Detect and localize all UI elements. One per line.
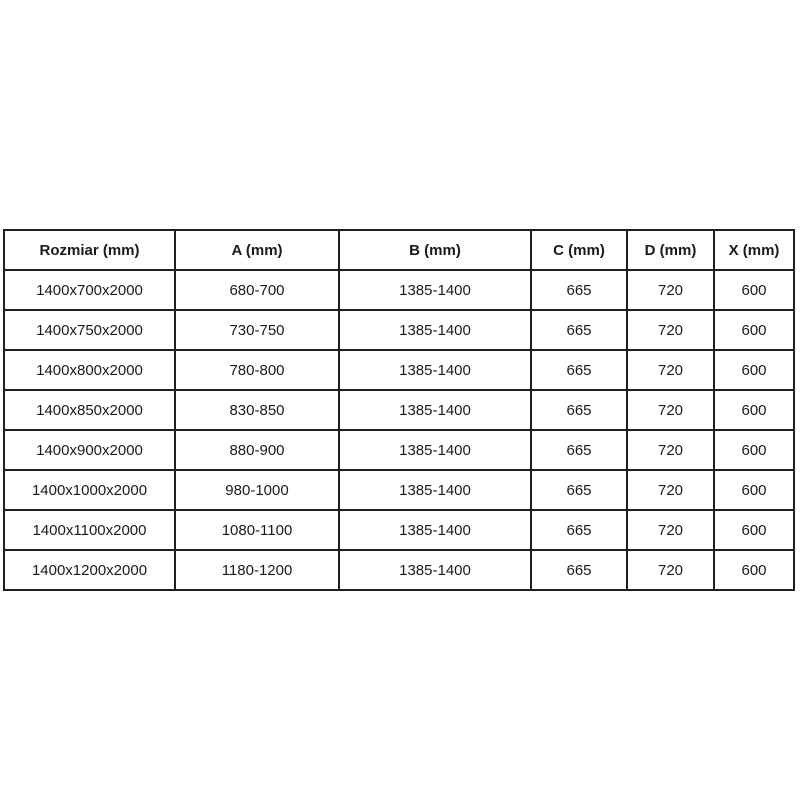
table-cell-a: 1080-1100 <box>175 510 339 550</box>
table-cell-c: 665 <box>531 470 627 510</box>
table-cell-b: 1385-1400 <box>339 430 531 470</box>
table-body <box>4 270 794 590</box>
table-cell-rozmiar: 1400x900x2000 <box>4 430 175 470</box>
table-cell-c: 665 <box>531 270 627 310</box>
table-cell-rozmiar: 1400x800x2000 <box>4 350 175 390</box>
table-cell-b: 1385-1400 <box>339 550 531 590</box>
table-cell-c: 665 <box>531 430 627 470</box>
table-row <box>4 390 794 430</box>
table-cell-x: 600 <box>714 390 794 430</box>
table-cell-rozmiar: 1400x700x2000 <box>4 270 175 310</box>
table-cell-b: 1385-1400 <box>339 270 531 310</box>
table-row <box>4 550 794 590</box>
table-cell-b: 1385-1400 <box>339 350 531 390</box>
table-cell-x: 600 <box>714 430 794 470</box>
table-cell-d: 720 <box>627 390 714 430</box>
table-cell-x: 600 <box>714 510 794 550</box>
table-cell-c: 665 <box>531 310 627 350</box>
table-row <box>4 470 794 510</box>
table-cell-a: 1180-1200 <box>175 550 339 590</box>
table-cell-a: 880-900 <box>175 430 339 470</box>
table-cell-a: 780-800 <box>175 350 339 390</box>
header-cell-d: D (mm) <box>627 230 714 270</box>
table-row <box>4 510 794 550</box>
table-cell-d: 720 <box>627 550 714 590</box>
table-row <box>4 350 794 390</box>
table-cell-x: 600 <box>714 470 794 510</box>
header-cell-a: A (mm) <box>175 230 339 270</box>
table-cell-c: 665 <box>531 510 627 550</box>
table-cell-b: 1385-1400 <box>339 470 531 510</box>
table-cell-d: 720 <box>627 310 714 350</box>
table-cell-d: 720 <box>627 350 714 390</box>
table-cell-rozmiar: 1400x1200x2000 <box>4 550 175 590</box>
header-row <box>4 230 794 270</box>
table-cell-a: 680-700 <box>175 270 339 310</box>
table-cell-a: 980-1000 <box>175 470 339 510</box>
table-cell-rozmiar: 1400x1000x2000 <box>4 470 175 510</box>
header-cell-c: C (mm) <box>531 230 627 270</box>
table-cell-rozmiar: 1400x850x2000 <box>4 390 175 430</box>
table-cell-x: 600 <box>714 310 794 350</box>
table-cell-d: 720 <box>627 270 714 310</box>
header-cell-x: X (mm) <box>714 230 794 270</box>
table-cell-x: 600 <box>714 270 794 310</box>
table-row <box>4 270 794 310</box>
table-cell-d: 720 <box>627 430 714 470</box>
header-cell-rozmiar: Rozmiar (mm) <box>4 230 175 270</box>
table-cell-d: 720 <box>627 510 714 550</box>
table-cell-rozmiar: 1400x1100x2000 <box>4 510 175 550</box>
table-cell-d: 720 <box>627 470 714 510</box>
table-cell-c: 665 <box>531 550 627 590</box>
table-cell-a: 730-750 <box>175 310 339 350</box>
table-row <box>4 430 794 470</box>
table-cell-c: 665 <box>531 350 627 390</box>
size-specification-table <box>3 229 795 591</box>
table-cell-rozmiar: 1400x750x2000 <box>4 310 175 350</box>
header-cell-b: B (mm) <box>339 230 531 270</box>
table-cell-b: 1385-1400 <box>339 310 531 350</box>
table-cell-x: 600 <box>714 350 794 390</box>
table-cell-b: 1385-1400 <box>339 390 531 430</box>
table-cell-x: 600 <box>714 550 794 590</box>
table-cell-c: 665 <box>531 390 627 430</box>
table-cell-b: 1385-1400 <box>339 510 531 550</box>
table-row <box>4 310 794 350</box>
table-cell-a: 830-850 <box>175 390 339 430</box>
